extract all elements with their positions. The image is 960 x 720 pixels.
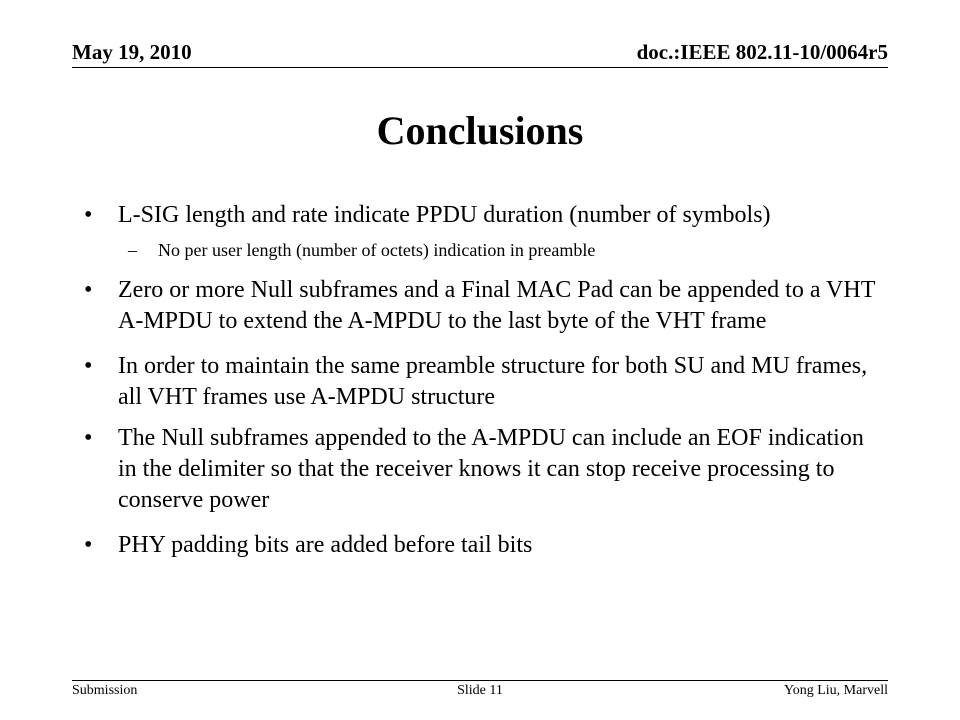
bullet-item	[84, 200, 884, 231]
bullet-item	[84, 530, 884, 561]
sub-bullet-text: No per user length (number of octets) indication in preamble	[158, 240, 596, 260]
header-date: May 19, 2010	[72, 40, 192, 64]
footer-author: Yong Liu, Marvell	[784, 683, 888, 698]
bullet-text: L-SIG length and rate indicate PPDU duration (number of symbols)	[118, 202, 771, 228]
header-divider	[72, 67, 888, 68]
bullet-icon: •	[84, 532, 93, 558]
bullet-icon: •	[84, 425, 93, 451]
slide-title: Conclusions	[376, 108, 584, 153]
bullet-text: PHY padding bits are added before tail bits	[118, 532, 533, 558]
bullet-item	[84, 275, 884, 337]
bullet-item	[84, 423, 884, 516]
bullet-list	[84, 200, 884, 561]
bullet-item	[84, 351, 884, 413]
dash-icon: –	[128, 240, 137, 260]
bullet-text: In order to maintain the same preamble structure for both SU and MU frames, all VHT frames use A-MPDU structure	[118, 353, 868, 410]
header-doc-id: doc.:IEEE 802.11-10/0064r5	[636, 40, 888, 64]
bullet-icon: •	[84, 353, 93, 379]
sub-bullet-item	[84, 239, 884, 261]
footer-divider	[72, 680, 888, 681]
bullet-text: The Null subframes appended to the A-MPDU can include an EOF indication in the delimiter so that the receiver knows it can stop receive processing to conserve power	[118, 425, 864, 513]
footer-submission: Submission	[72, 683, 138, 698]
bullet-text: Zero or more Null subframes and a Final MAC Pad can be appended to a VHT A-MPDU to extend the A-MPDU to the last byte of the VHT frame	[118, 277, 875, 334]
bullet-icon: •	[84, 202, 93, 228]
footer-slide-number: Slide 11	[457, 683, 503, 698]
bullet-icon: •	[84, 277, 93, 303]
